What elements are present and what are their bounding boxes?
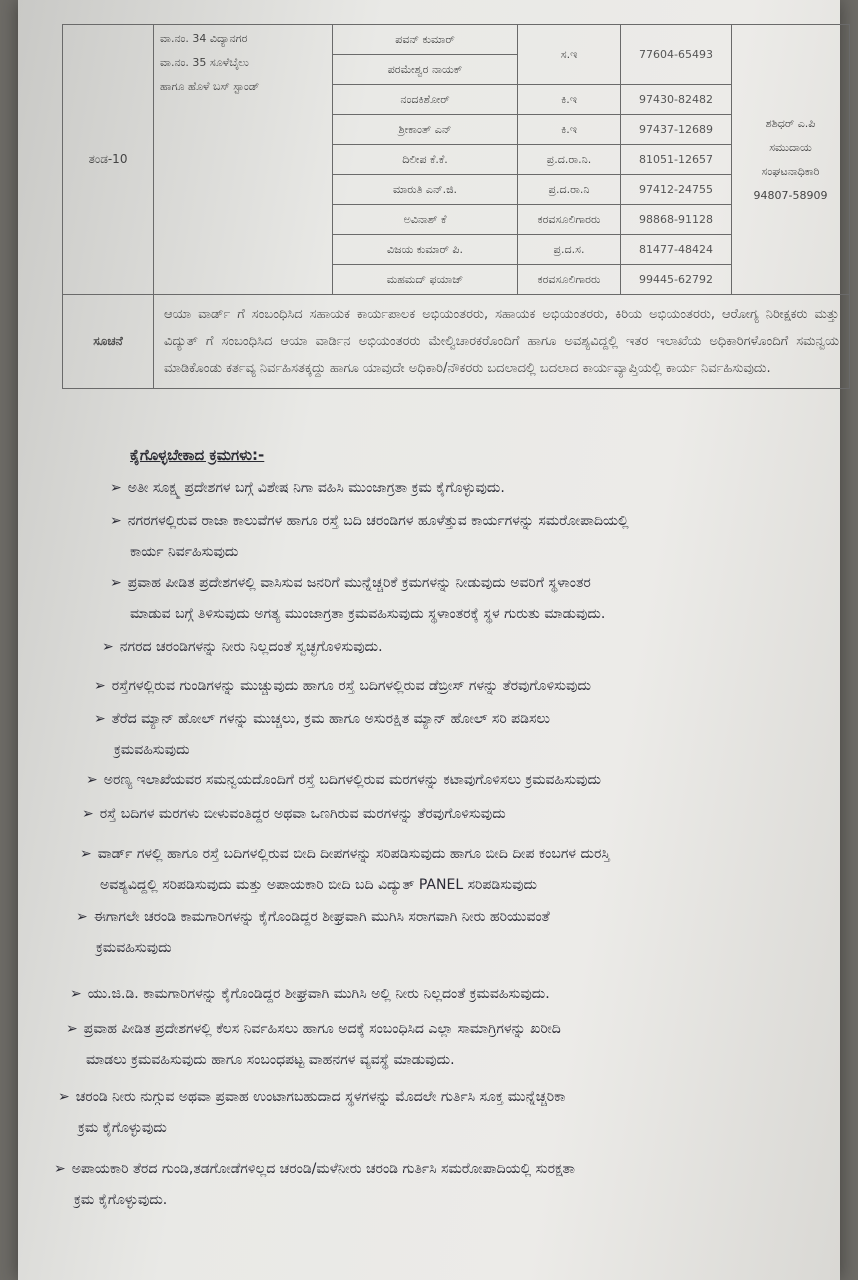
step-text: ಅಪಾಯಕಾರಿ ತೆರದ ಗುಂಡಿ,ತಡಗೋಡೆಗಳಿಲ್ಲದ ಚರಂಡಿ/ಮಳೆನೀರು ಚರಂಡಿ ಗುರ್ತಿಸಿ ಸಮರೋಪಾದಿಯಲ್ಲಿ ಸುರಕ್ಷತಾ (71, 1161, 575, 1177)
staff-designation: ಪ್ರ.ದ.ರಾ.ನಿ. (518, 145, 621, 175)
supervisor-line: ಸಂಘಟನಾಧಿಕಾರಿ (761, 164, 820, 178)
step-item (80, 840, 610, 868)
step-item (110, 507, 629, 535)
staff-designation: ಕರವಸೂಲಿಗಾರರು (518, 265, 621, 295)
step-text: ವಾರ್ಡ್ ಗಳಲ್ಲಿ ಹಾಗೂ ರಸ್ತೆ ಬದಿಗಳಲ್ಲಿರುವ ಬೀದಿ ದೀಪಗಳನ್ನು ಸರಿಪಡಿಸುವುದು ಹಾಗೂ ಬೀದಿ ದೀಪ ಕಂಬಗಳ ದುರಸ್ತಿ (97, 846, 611, 862)
staff-phone: 81051-12657 (621, 145, 732, 175)
staff-name: ನಂದಕಿಶೋರ್ (333, 85, 518, 115)
arrow-bullet-icon: ➢ (94, 711, 106, 727)
staff-name: ವಿಜಯ ಕುಮಾರ್ ಪಿ. (333, 235, 518, 265)
step-text: ಚರಂಡಿ ನೀರು ನುಗ್ಗುವ ಅಥವಾ ಪ್ರವಾಹ ಉಂಟಾಗಬಹುದಾದ ಸ್ಥಳಗಳನ್ನು ಮೊದಲೇ ಗುರ್ತಿಸಿ ಸೂಕ್ತ ಮುನ್ನೆಚ್ಚರಿಕಾ (75, 1089, 566, 1105)
staff-designation: ಕಿ.ಇ (518, 115, 621, 145)
staff-designation: ಕರವಸೂಲಿಗಾರರು (518, 205, 621, 235)
staff-designation: ಕಿ.ಇ (518, 85, 621, 115)
staff-name: ಪವನ್ ಕುಮಾರ್ (333, 25, 518, 55)
staff-name: ಶ್ರೀಕಾಂತ್ ಎನ್ (333, 115, 518, 145)
step-text: ಯು.ಜಿ.ಡಿ. ಕಾಮಗಾರಿಗಳನ್ನು ಕೈಗೊಂಡಿದ್ದರ ಶೀಘ್ರವಾಗಿ ಮುಗಿಸಿ ಅಲ್ಲಿ ನೀರು ನಿಲ್ಲದಂತೆ ಕ್ರಮವಹಿಸುವುದು. (87, 986, 550, 1002)
supervisor-line: ಸಮುದಾಯ (769, 140, 812, 154)
step-item-continuation (86, 1046, 455, 1074)
step-item (110, 569, 591, 597)
arrow-bullet-icon: ➢ (110, 480, 122, 496)
note-label: ಸೂಚನೆ (63, 295, 154, 389)
step-text: ಕ್ರಮವಹಿಸುವುದು (96, 940, 172, 956)
step-item (94, 672, 591, 700)
staff-name: ಪರಮೇಶ್ವರ ನಾಯಕ್ (333, 55, 518, 85)
step-text: ಕಾರ್ಯ ನಿರ್ವಹಿಸುವುದು (130, 544, 239, 560)
step-text: ಪ್ರವಾಹ ಪೀಡಿತ ಪ್ರದೇಶಗಳಲ್ಲಿ ಕೆಲಸ ನಿರ್ವಹಿಸಲು ಹಾಗೂ ಅದಕ್ಕೆ ಸಂಬಂಧಿಸಿದ ಎಲ್ಲಾ ಸಾಮಾಗ್ರಿಗಳನ್ನು ಖರೀದಿ (83, 1021, 561, 1037)
step-item (86, 766, 601, 794)
table-row (63, 25, 850, 55)
supervisor-line: ಶಶಿಧರ್ ಎ.ಪಿ (765, 116, 816, 130)
step-text: ಅರಣ್ಯ ಇಲಾಖೆಯವರ ಸಮನ್ವಯದೊಂದಿಗೆ ರಸ್ತೆ ಬದಿಗಳಲ್ಲಿರುವ ಮರಗಳನ್ನು ಕಟಾವುಗೊಳಿಸಲು ಕ್ರಮವಹಿಸುವುದು (103, 772, 601, 788)
step-text: ಮಾಡಲು ಕ್ರಮವಹಿಸುವುದು ಹಾಗೂ ಸಂಬಂಧಪಟ್ಟ ವಾಹನಗಳ ವ್ಯವಸ್ಥೆ ಮಾಡುವುದು. (86, 1052, 455, 1068)
staff-phone: 97412-24755 (621, 175, 732, 205)
step-text: ಕ್ರಮವಹಿಸುವುದು (114, 742, 190, 758)
step-text: ರಸ್ತೆಗಳಲ್ಲಿರುವ ಗುಂಡಿಗಳನ್ನು ಮುಚ್ಚುವುದು ಹಾಗೂ ರಸ್ತೆ ಬದಿಗಳಲ್ಲಿರುವ ಡೆಬ್ರೀಸ್ ಗಳನ್ನು ತೆರವುಗೊಳಿಸುವುದು (111, 678, 591, 694)
step-item (54, 1155, 575, 1183)
step-text: ಅವಶ್ಯವಿದ್ದಲ್ಲಿ ಸರಿಪಡಿಸುವುದು ಮತ್ತು ಅಪಾಯಕಾರಿ ಬೀದಿ ಬದಿ ವಿದ್ಯುತ್ PANEL ಸರಿಪಡಿಸುವುದು (100, 877, 537, 893)
arrow-bullet-icon: ➢ (54, 1161, 66, 1177)
ward-area-line: ವಾ.ನಂ. 35 ಸೂಳೆಬೈಲು (160, 56, 249, 69)
arrow-bullet-icon: ➢ (82, 806, 94, 822)
staff-name: ಮಹಮದ್ ಫಯಾಜ್ (333, 265, 518, 295)
staff-table (62, 24, 850, 389)
staff-name: ಮಾರುತಿ ಎನ್.ಜಿ. (333, 175, 518, 205)
ward-area-line: ಹಾಗೂ ಹೊಳೆ ಬಸ್ ಸ್ಟಾಂಡ್ (160, 80, 260, 93)
step-item (58, 1083, 565, 1111)
arrow-bullet-icon: ➢ (94, 678, 106, 694)
arrow-bullet-icon: ➢ (58, 1089, 70, 1105)
document-page (18, 0, 840, 1280)
step-item (70, 980, 550, 1008)
staff-designation: ಪ್ರ.ದ.ಸ. (518, 235, 621, 265)
team-cell: ತಂಡ-10 (63, 25, 154, 295)
step-text: ಮಾಡುವ ಬಗ್ಗೆ ತಿಳಿಸುವುದು ಅಗತ್ಯ ಮುಂಜಾಗ್ರತಾ ಕ್ರಮವಹಿಸುವುದು ಸ್ಥಳಾಂತರಕ್ಕೆ ಸ್ಥಳ ಗುರುತು ಮಾಡುವುದು. (130, 606, 606, 622)
arrow-bullet-icon: ➢ (102, 639, 114, 655)
step-text: ರಸ್ತೆ ಬದಿಗಳ ಮರಗಳು ಬೀಳುವಂತಿದ್ದರ ಅಥವಾ ಒಣಗಿರುವ ಮರಗಳನ್ನು ತೆರವುಗೊಳಿಸುವುದು (99, 806, 506, 822)
step-text: ಪ್ರವಾಹ ಪೀಡಿತ ಪ್ರದೇಶಗಳಲ್ಲಿ ವಾಸಿಸುವ ಜನರಿಗೆ ಮುನ್ನೆಚ್ಚರಿಕೆ ಕ್ರಮಗಳನ್ನು ನೀಡುವುದು ಅವರಿಗೆ ಸ್ಥಳಾಂತರ (127, 575, 591, 591)
arrow-bullet-icon: ➢ (70, 986, 82, 1002)
arrow-bullet-icon: ➢ (110, 513, 122, 529)
step-item (82, 800, 506, 828)
note-text: ಆಯಾ ವಾರ್ಡ್ ಗೆ ಸಂಬಂಧಿಸಿದ ಸಹಾಯಕ ಕಾರ್ಯಪಾಲಕ ಅಭಿಯಂತರರು, ಸಹಾಯಕ ಅಭಿಯಂತರರು, ಕಿರಿಯ ಅಭಿಯಂತರರು, ಆರೋಗ್ಯ ನಿರೀಕ್ಷಕರು ಮತ್ತು ವಿದ್ಯುತ್ ಗೆ ಸಂಬಂಧಿಸಿದ ಆಯಾ ವಾರ್ಡಿನ ಅಭಿಯಂತರರು ಮೇಲ್ವಿಚಾರಕರೊಂದಿಗೆ ಹಾಗೂ ಅವಶ್ಯವಿದ್ದಲ್ಲಿ ಇತರ ಇಲಾಖೆಯ ಅಧಿಕಾರಿಗಳೊಂದಿಗೆ ಸಮನ್ವಯ ಮಾಡಿಕೊಂಡು ಕರ್ತವ್ಯ ನಿರ್ವಹಿಸತಕ್ಕದ್ದು ಹಾಗೂ ಯಾವುದೇ ಅಧಿಕಾರಿ/ನೌಕರರು ಬದಲಾದಲ್ಲಿ ಬದಲಾದ ಕಾರ್ಯವ್ಯಾಪ್ತಿಯಲ್ಲಿ ಕಾರ್ಯ ನಿರ್ವಹಿಸುವುದು. (154, 295, 850, 389)
step-item (76, 903, 550, 931)
staff-designation: ಪ್ರ.ದ.ರಾ.ನಿ (518, 175, 621, 205)
arrow-bullet-icon: ➢ (76, 909, 88, 925)
staff-phone: 99445-62792 (621, 265, 732, 295)
step-item-continuation (130, 600, 605, 628)
step-text: ನಗರದ ಚರಂಡಿಗಳನ್ನು ನೀರು ನಿಲ್ಲದಂತೆ ಸ್ವಚ್ಛಗೊಳಿಸುವುದು. (119, 639, 383, 655)
arrow-bullet-icon: ➢ (80, 846, 92, 862)
step-item-continuation (114, 736, 190, 764)
step-item-continuation (74, 1186, 167, 1214)
section-title: ಕೈಗೊಳ್ಳಬೇಕಾದ ಕ್ರಮಗಳು:- (130, 446, 265, 464)
arrow-bullet-icon: ➢ (86, 772, 98, 788)
staff-designation: ಸ.ಇ (518, 25, 621, 85)
step-text: ಕ್ರಮ ಕೈಗೊಳ್ಳುವುದು (78, 1120, 167, 1136)
staff-name: ದಿಲೀಪ ಕೆ.ಕೆ. (333, 145, 518, 175)
step-item-continuation (78, 1114, 167, 1142)
step-text: ತೆರೆದ ಮ್ಯಾನ್ ಹೋಲ್ ಗಳನ್ನು ಮುಚ್ಚಲು, ಕ್ರಮ ಹಾಗೂ ಅಸುರಕ್ಷಿತ ಮ್ಯಾನ್ ಹೋಲ್ ಸರಿ ಪಡಿಸಲು (111, 711, 550, 727)
arrow-bullet-icon: ➢ (66, 1021, 78, 1037)
step-text: ನಗರಗಳಲ್ಲಿರುವ ರಾಜಾ ಕಾಲುವೆಗಳ ಹಾಗೂ ರಸ್ತೆ ಬದಿ ಚರಂಡಿಗಳ ಹೂಳೆತ್ತುವ ಕಾರ್ಯಗಳನ್ನು ಸಮರೋಪಾದಿಯಲ್ಲಿ (127, 513, 629, 529)
staff-phone: 77604-65493 (621, 25, 732, 85)
step-text: ಅತೀ ಸೂಕ್ಷ್ಮ ಪ್ರದೇಶಗಳ ಬಗ್ಗೆ ವಿಶೇಷ ನಿಗಾ ವಹಿಸಿ ಮುಂಜಾಗ್ರತಾ ಕ್ರಮ ಕೈಗೊಳ್ಳುವುದು. (127, 480, 505, 496)
staff-phone: 97437-12689 (621, 115, 732, 145)
step-item-continuation (96, 934, 172, 962)
staff-phone: 81477-48424 (621, 235, 732, 265)
arrow-bullet-icon: ➢ (110, 575, 122, 591)
step-item (110, 474, 505, 502)
step-item (102, 633, 383, 661)
step-text: ಈಗಾಗಲೇ ಚರಂಡಿ ಕಾಮಗಾರಿಗಳನ್ನು ಕೈಗೊಂಡಿದ್ದರ ಶೀಘ್ರವಾಗಿ ಮುಗಿಸಿ ಸರಾಗವಾಗಿ ನೀರು ಹರಿಯುವಂತೆ (93, 909, 550, 925)
step-item (94, 705, 550, 733)
ward-area-line: ವಾ.ನಂ. 34 ವಿದ್ಯಾನಗರ (160, 32, 248, 45)
note-row (63, 295, 850, 389)
step-item (66, 1015, 561, 1043)
supervisor-line: 94807-58909 (753, 188, 828, 202)
ward-area-cell (154, 25, 333, 295)
step-text: ಕ್ರಮ ಕೈಗೊಳ್ಳುವುದು. (74, 1192, 168, 1208)
staff-phone: 98868-91128 (621, 205, 732, 235)
step-item-continuation (100, 871, 537, 899)
supervisor-cell (732, 25, 850, 295)
step-item-continuation (130, 538, 238, 566)
staff-name: ಅವಿನಾಶ್ ಕೆ (333, 205, 518, 235)
staff-phone: 97430-82482 (621, 85, 732, 115)
